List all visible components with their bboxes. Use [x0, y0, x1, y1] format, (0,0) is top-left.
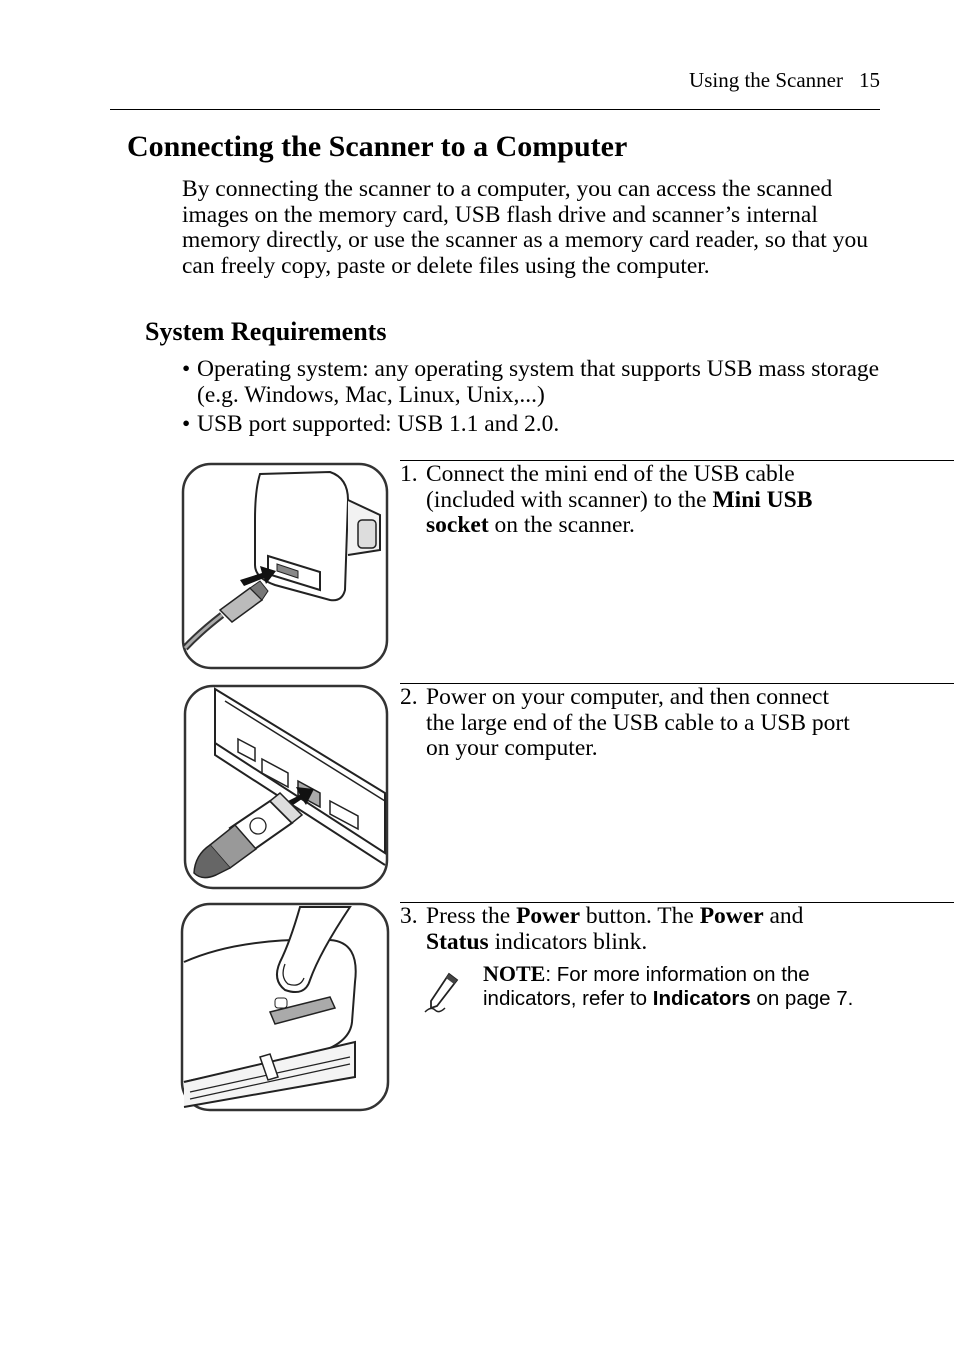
section-title: Connecting the Scanner to a Computer [127, 130, 628, 163]
step-text: on the scanner. [488, 512, 635, 538]
page-number: 15 [859, 68, 880, 92]
step-text: indicators blink. [488, 928, 648, 955]
requirements-list [182, 357, 882, 442]
step-number: 1. [400, 461, 418, 487]
system-requirements-title: System Requirements [145, 317, 387, 346]
step-text: button. The [580, 903, 700, 929]
note-label: NOTE [483, 961, 546, 986]
pencil-note-icon [423, 970, 463, 1016]
step-number: 3. [400, 903, 418, 929]
step-text: (included with scanner) to the [426, 486, 713, 513]
status-term: Status [426, 928, 489, 955]
step-text: Press the [426, 903, 517, 929]
running-header [110, 68, 880, 96]
step-text: Connect the mini end of the USB cable [426, 461, 795, 487]
running-title: Using the Scanner [689, 68, 843, 92]
power-term: Power [699, 903, 764, 929]
mini-usb-connection-illustration [180, 460, 390, 670]
step-number: 2. [400, 684, 418, 710]
intro-paragraph: By connecting the scanner to a computer, you can access the scanned images on the memory card, USB flash drive and scanner’s internal memory directly, or use the scanner as a memory card reader, so that you can freely copy, paste or delete files using the computer. [182, 176, 868, 279]
press-power-button-illustration [180, 902, 390, 1112]
step-text: and [763, 903, 804, 929]
step-text: the large end of the USB cable to a USB port on your computer. [426, 709, 850, 761]
requirement-item: • USB port supported: USB 1.1 and 2.0. [182, 412, 882, 438]
requirement-item: • Operating system: any operating system that supports USB mass storage (e.g. Windows, Mac, Linux, Unix,...) [182, 357, 882, 408]
mini-usb-socket-term: Mini USB socket [426, 486, 813, 538]
note-body: : For more information on the indicators, refer to [483, 963, 810, 1010]
step-text: Power on your computer, and then connect [426, 684, 830, 710]
indicators-reference: Indicators [652, 987, 751, 1010]
note-text [483, 962, 883, 1011]
step-2-text [400, 685, 870, 762]
header-rule [110, 109, 880, 110]
power-term: Power [516, 903, 581, 929]
step-1-text [400, 462, 870, 539]
usb-port-connection-illustration [180, 683, 390, 893]
step-3-text [400, 904, 870, 955]
note-body: on page 7. [750, 987, 854, 1010]
